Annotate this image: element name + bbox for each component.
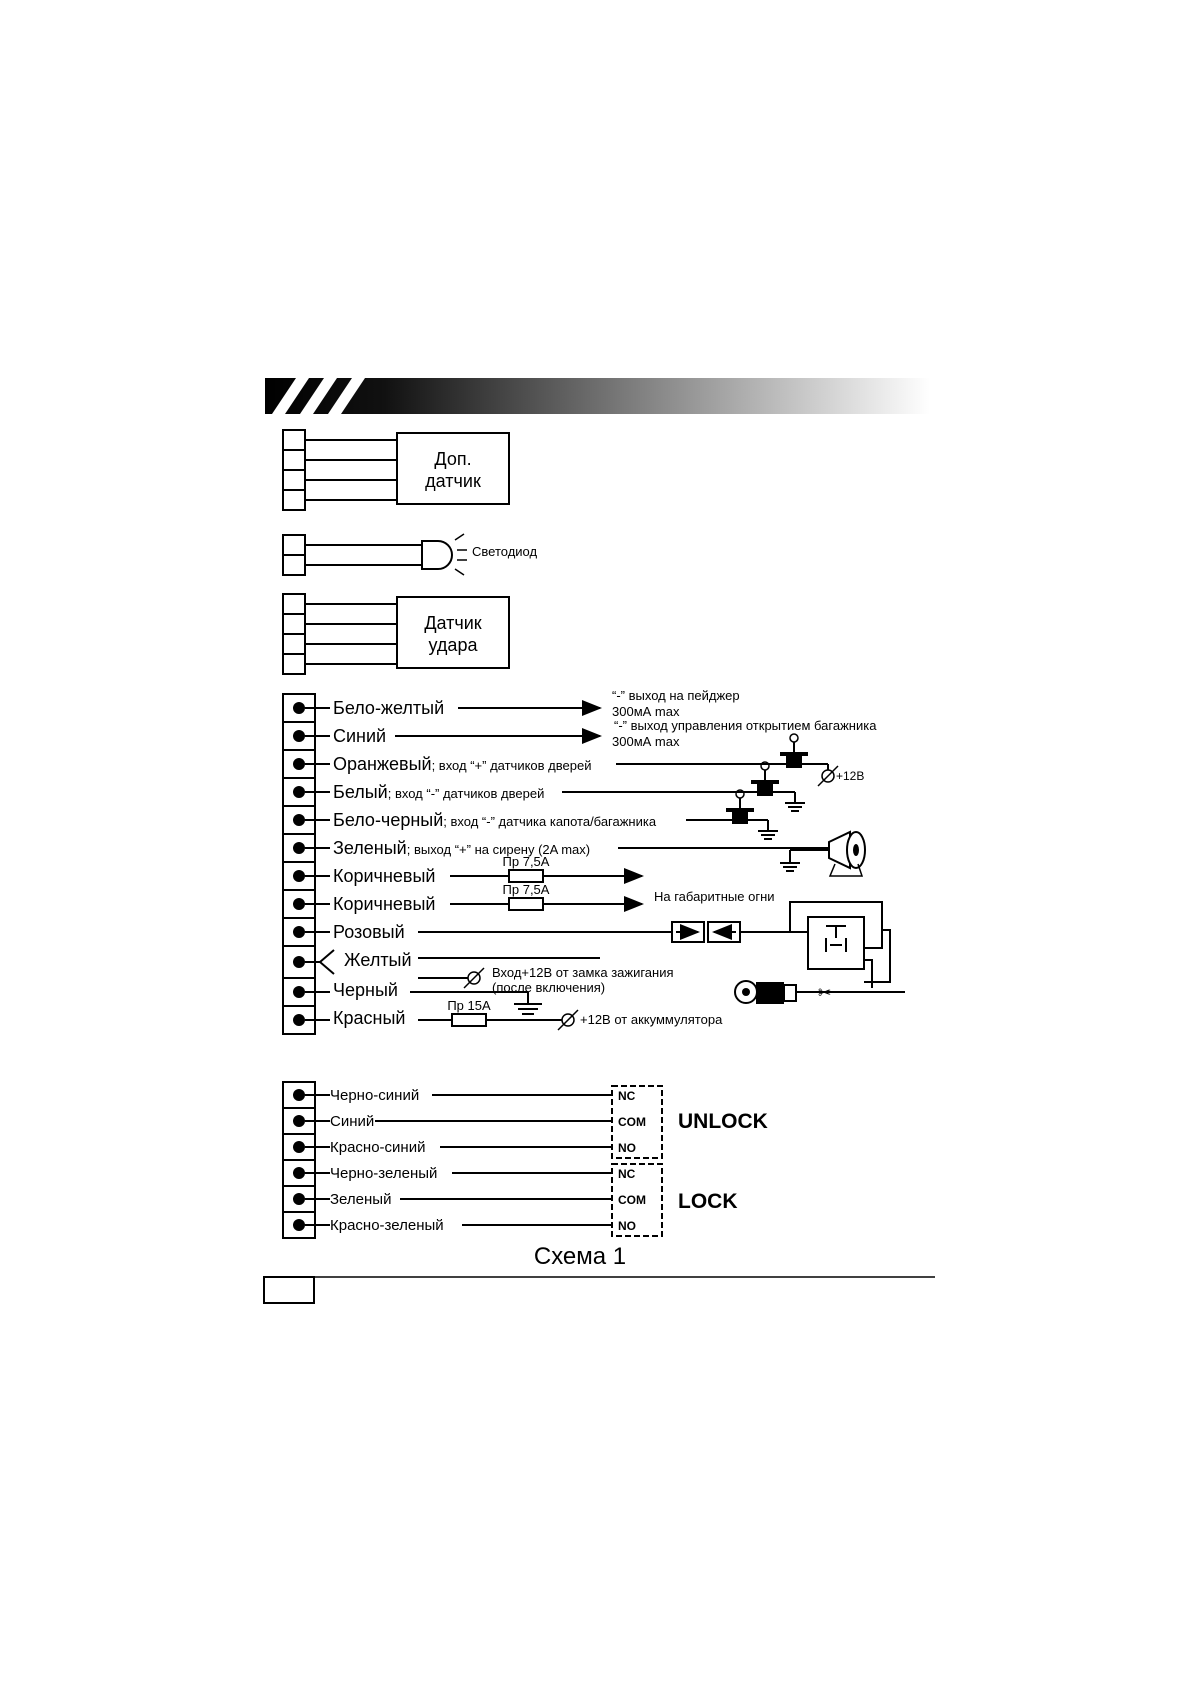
lock-label: LOCK (678, 1190, 738, 1213)
shock-sensor-label-1: Датчик (424, 613, 482, 633)
main-connector (283, 694, 334, 1034)
fuse-icon (452, 1014, 486, 1026)
lock-connector (283, 1082, 330, 1238)
hood-switch (686, 790, 778, 839)
pager-out-label-1: “-” выход на пейджер (612, 688, 740, 703)
door-minus-switch (562, 762, 805, 811)
battery-label: +12В от аккуммулятора (580, 1012, 723, 1027)
pager-out-label-2: 300мА max (612, 704, 680, 719)
wire-label-4: Белый; вход “-” датчиков дверей (333, 782, 545, 802)
contact-label-2: COM (618, 1115, 646, 1129)
ignition-label-1: Вход+12В от замка зажигания (492, 965, 674, 980)
led-connector (283, 534, 537, 575)
pager-output (458, 688, 740, 719)
figure-caption: Схема 1 (533, 1243, 627, 1270)
unlock-relay-box (612, 1086, 662, 1158)
lock-relay-box (612, 1164, 662, 1236)
relay-box (808, 917, 864, 969)
wire-label-3: Оранжевый; вход “+” датчиков дверей (333, 754, 592, 774)
trunk-out-label-1: “-” выход управления открытием багажника (614, 718, 877, 733)
fuse-icon (509, 898, 543, 910)
battery-circuit (418, 998, 723, 1030)
lock-wire-label-6: Красно-зеленый (330, 1217, 444, 1234)
wire-label-1: Бело-желтый (333, 698, 445, 718)
wire-label-7: Коричневый (333, 866, 436, 886)
extra-sensor-connector (283, 430, 509, 510)
shock-sensor-connector (283, 594, 509, 674)
contact-label-3: NO (618, 1141, 636, 1155)
wire-label-11: Черный (333, 980, 398, 1000)
wire-label-9: Розовый (333, 922, 405, 942)
fuse-label-2: Пр 7,5А (502, 882, 550, 897)
wire-label-6: Зеленый; выход “+” на сирену (2A max) (333, 838, 591, 858)
led-label: Светодиод (472, 544, 538, 559)
parking-lights-circuit (450, 854, 775, 910)
extra-sensor-label-1: Доп. (434, 449, 472, 469)
header-banner (265, 378, 930, 414)
trunk-output (395, 718, 877, 749)
plus12-label: +12В (836, 769, 865, 783)
wire-label-8: Коричневый (333, 894, 436, 914)
ignition-key-icon (735, 981, 805, 1004)
fuse-label-1: Пр 7,5А (502, 854, 550, 869)
unlock-label: UNLOCK (678, 1110, 768, 1133)
fuse-15-label: Пр 15А (447, 998, 491, 1013)
trunk-out-label-2: 300мА max (612, 734, 680, 749)
lock-wire-label-1: Черно-синий (330, 1087, 420, 1104)
lock-wire-label-2: Синий (330, 1113, 375, 1130)
wire-label-10: Желтый (344, 950, 412, 970)
shock-sensor-label-2: удара (428, 635, 478, 655)
lock-wire-label-5: Зеленый (330, 1191, 392, 1208)
contact-label-4: NC (618, 1167, 636, 1181)
page-footer (263, 1277, 935, 1303)
fuse-icon (509, 870, 543, 882)
scissors-icon (818, 985, 831, 1002)
ignition-input (418, 958, 674, 995)
wire-label-2: Синий (333, 726, 387, 746)
wire-label-12: Красный (333, 1008, 406, 1028)
extra-sensor-label-2: датчик (425, 471, 481, 491)
siren (618, 832, 865, 876)
parking-lights-label: На габаритные огни (654, 889, 775, 904)
lock-wire-label-4: Черно-зеленый (330, 1165, 438, 1182)
svg-text:✂: ✂ (818, 985, 832, 1002)
wire-label-5: Бело-черный; вход “-” датчика капота/багажника (333, 810, 657, 830)
contact-label-5: COM (618, 1193, 646, 1207)
ignition-label-2: (после включения) (492, 980, 606, 995)
led-icon (422, 534, 467, 575)
contact-label-1: NC (618, 1089, 636, 1103)
lock-wire-label-3: Красно-синий (330, 1139, 426, 1156)
page-number-box (264, 1277, 314, 1303)
contact-label-6: NO (618, 1219, 636, 1233)
